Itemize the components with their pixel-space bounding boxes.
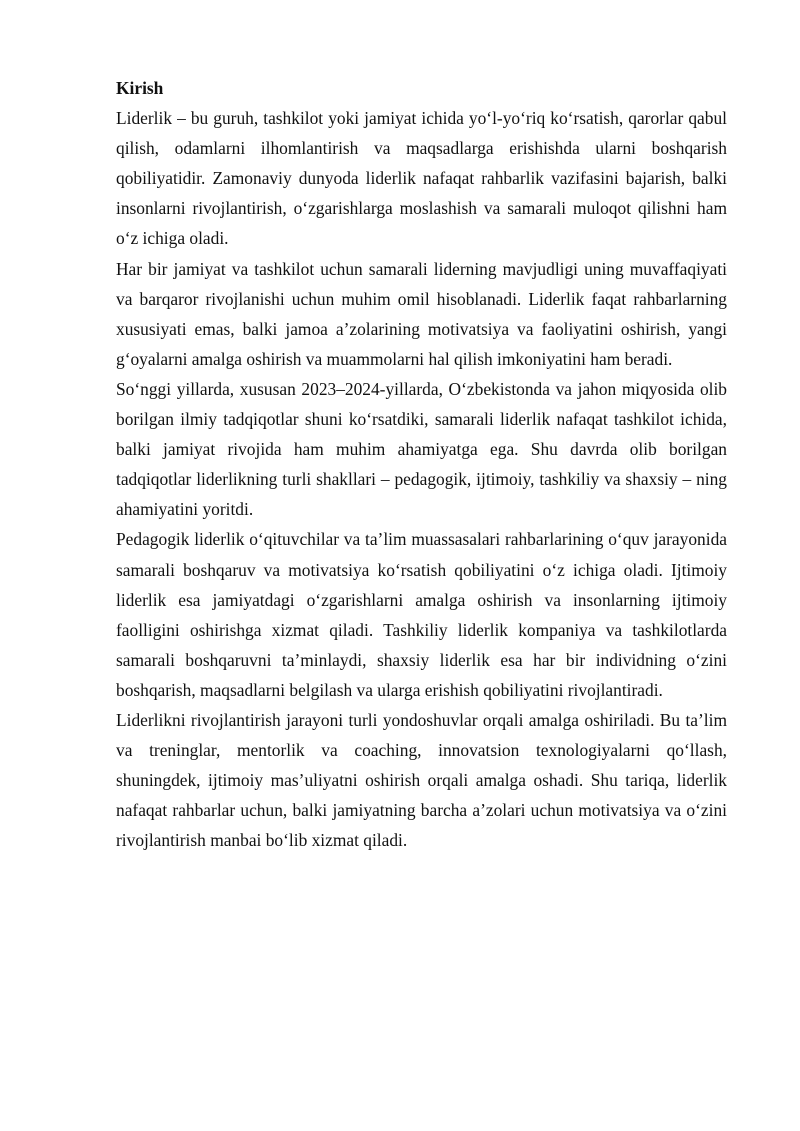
paragraph-intro: Liderlik – bu guruh, tashkilot yoki jamiyat ichida yo‘l-yo‘riq ko‘rsatish, qarorlar qabul qilish, odamlarni ilhomlantirish va maqsadlarga erishishda ularni boshqarish qobiliyatidir. Zamonaviy dunyoda liderlik nafaqat rahbarlik vazifasini bajarish, balki insonlarni rivojlantirish, o‘zgarishlarga moslashish va samarali muloqot qilishni ham o‘z ichiga oladi. [116,108,727,249]
document-body [116,73,727,855]
section-heading: Kirish [116,78,164,98]
paragraph-development: Liderlikni rivojlantirish jarayoni turli yondoshuvlar orqali amalga oshiriladi. Bu ta’lim va treninglar, mentorlik va coaching, innovatsion texnologiyalarni qo‘llash, shuningdek, ijtimoiy mas’uliyatni oshirish orqali amalga oshadi. Shu tariqa, liderlik nafaqat rahbarlar uchun, balki jamiyatning barcha a’zolari uchun motivatsiya va o‘zini rivojlantirish manbai bo‘lib xizmat qiladi. [116,709,727,851]
paragraph-importance: Har bir jamiyat va tashkilot uchun samarali liderning mavjudligi uning muvaffaqiyati va barqaror rivojlanishi uchun muhim omil hisoblanadi. Liderlik faqat rahbarlarning xususiyati emas, balki jamoa a’zolarining motivatsiya va faoliyatini oshirish, yangi g‘oyalarni amalga oshirish va muammolarni hal qilish imkoniyatini ham beradi. [116,258,727,369]
paragraph-research: So‘nggi yillarda, xususan 2023–2024-yillarda, O‘zbekistonda va jahon miqyosida olib borilgan ilmiy tadqiqotlar shuni ko‘rsatdiki, samarali liderlik nafaqat tashkilot ichida, balki jamiyat rivojida ham muhim ahamiyatga ega. Shu davrda olib borilgan tadqiqotlar liderlikning turli shakllari – pedagogik, ijtimoiy, tashkiliy va shaxsiy – ning ahamiyatini yoritdi. [116,378,727,520]
paragraph-types: Pedagogik liderlik o‘qituvchilar va ta’lim muassasalari rahbarlarining o‘quv jarayonida samarali boshqaruv va motivatsiya ko‘rsatish qobiliyatini o‘z ichiga oladi. Ijtimoiy liderlik esa jamiyatdagi o‘zgarishlarni amalga oshirish va insonlarning ijtimoiy faolligini oshirishga xizmat qiladi. Tashkiliy liderlik kompaniya va tashkilotlarda samarali boshqaruvni ta’minlaydi, shaxsiy liderlik esa har bir individning o‘zini boshqarish, maqsadlarni belgilash va ularga erishish qobiliyatini rivojlantiradi. [116,529,727,700]
